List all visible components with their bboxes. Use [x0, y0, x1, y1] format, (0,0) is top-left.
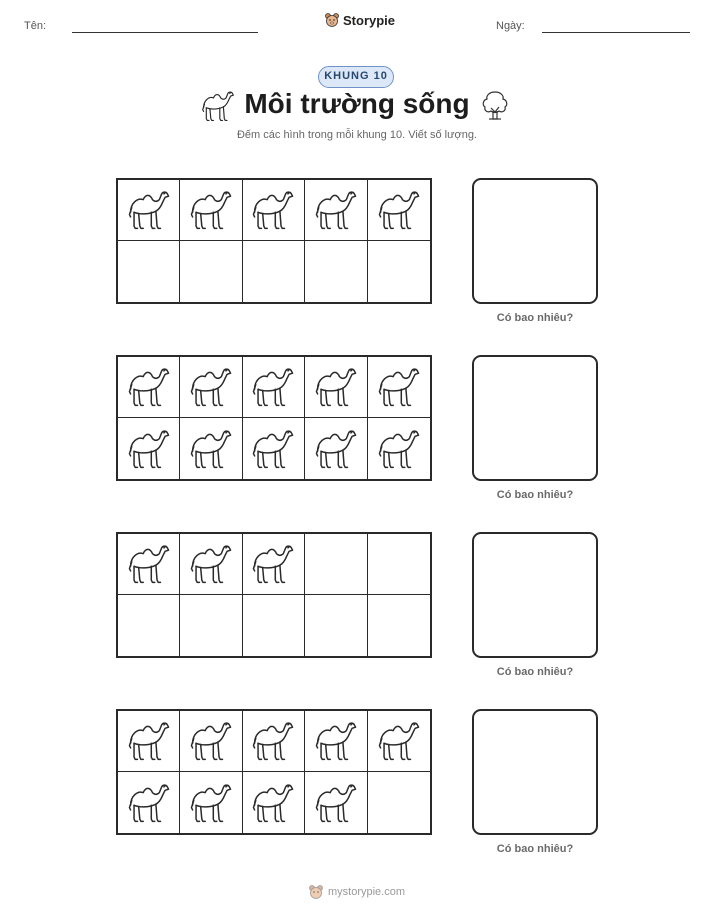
frame-cell [368, 711, 430, 772]
frame-cell [243, 772, 305, 833]
answer-box-1[interactable] [472, 178, 598, 304]
ten-frame-2 [116, 355, 432, 481]
camel-icon [126, 780, 172, 826]
frame-cell [180, 180, 242, 241]
frame-cell [368, 534, 430, 595]
camel-icon [313, 187, 359, 233]
camel-icon [126, 364, 172, 410]
ten-frame-4 [116, 709, 432, 835]
camel-icon [250, 364, 296, 410]
frame-cell [118, 180, 180, 241]
frame-cell [118, 711, 180, 772]
camel-icon [313, 718, 359, 764]
frame-cell [180, 711, 242, 772]
camel-icon [126, 718, 172, 764]
ten-frame-badge: KHUNG 10 [318, 66, 394, 88]
camel-icon [188, 780, 234, 826]
frame-cell [368, 418, 430, 479]
footer-url[interactable]: mystorypie.com [328, 886, 406, 898]
camel-icon [126, 541, 172, 587]
brand-name: Storypie [343, 12, 396, 28]
frame-cell [180, 534, 242, 595]
frame-cell [243, 357, 305, 418]
how-many-label: Có bao nhiêu? [496, 666, 574, 678]
camel-icon [126, 426, 172, 472]
footer [308, 884, 405, 900]
camel-icon [188, 364, 234, 410]
brand-logo [324, 12, 395, 28]
answer-box-3[interactable] [472, 532, 598, 658]
name-line[interactable] [72, 32, 258, 33]
answer-box-4[interactable] [472, 709, 598, 835]
frame-cell [243, 711, 305, 772]
frame-cell [118, 534, 180, 595]
camel-icon [250, 541, 296, 587]
frame-cell [118, 357, 180, 418]
answer-box-2[interactable] [472, 355, 598, 481]
frame-cell [368, 772, 430, 833]
camel-icon [250, 187, 296, 233]
frame-cell [180, 595, 242, 656]
frame-cell [118, 595, 180, 656]
camel-icon [188, 426, 234, 472]
frame-cell [118, 418, 180, 479]
frame-cell [368, 180, 430, 241]
page-title: Môi trường sống [244, 88, 470, 119]
date-line[interactable] [542, 32, 690, 33]
frame-cell [118, 241, 180, 302]
name-label: Tên: [24, 20, 47, 32]
frame-cell [243, 534, 305, 595]
date-label: Ngày: [496, 20, 525, 32]
ten-frame-1 [116, 178, 432, 304]
bear-icon [324, 12, 340, 28]
camel-icon [250, 780, 296, 826]
frame-cell [118, 772, 180, 833]
camel-icon [188, 718, 234, 764]
frame-cell [305, 534, 367, 595]
camel-icon [376, 426, 422, 472]
frame-cell [305, 241, 367, 302]
camel-icon [313, 364, 359, 410]
camel-icon [126, 187, 172, 233]
camel-icon [313, 780, 359, 826]
bear-icon [308, 884, 324, 900]
camel-icon [313, 426, 359, 472]
how-many-label: Có bao nhiêu? [496, 489, 574, 501]
ten-frame-3 [116, 532, 432, 658]
instructions: Đếm các hình trong mỗi khung 10. Viết số lượng. [236, 129, 477, 141]
frame-cell [180, 357, 242, 418]
frame-cell [368, 357, 430, 418]
frame-cell [305, 711, 367, 772]
camel-icon [376, 718, 422, 764]
tree-icon [478, 88, 512, 122]
frame-cell [243, 241, 305, 302]
frame-cell [180, 772, 242, 833]
how-many-label: Có bao nhiêu? [496, 843, 574, 855]
frame-cell [243, 180, 305, 241]
camel-icon [376, 364, 422, 410]
frame-cell [305, 180, 367, 241]
camel-icon [188, 541, 234, 587]
frame-cell [243, 418, 305, 479]
how-many-label: Có bao nhiêu? [496, 312, 574, 324]
camel-icon [250, 718, 296, 764]
camel-icon [188, 187, 234, 233]
frame-cell [305, 418, 367, 479]
frame-cell [305, 357, 367, 418]
camel-icon [376, 187, 422, 233]
frame-cell [305, 772, 367, 833]
frame-cell [180, 241, 242, 302]
frame-cell [180, 418, 242, 479]
frame-cell [305, 595, 367, 656]
frame-cell [368, 595, 430, 656]
frame-cell [243, 595, 305, 656]
frame-cell [368, 241, 430, 302]
camel-icon [250, 426, 296, 472]
